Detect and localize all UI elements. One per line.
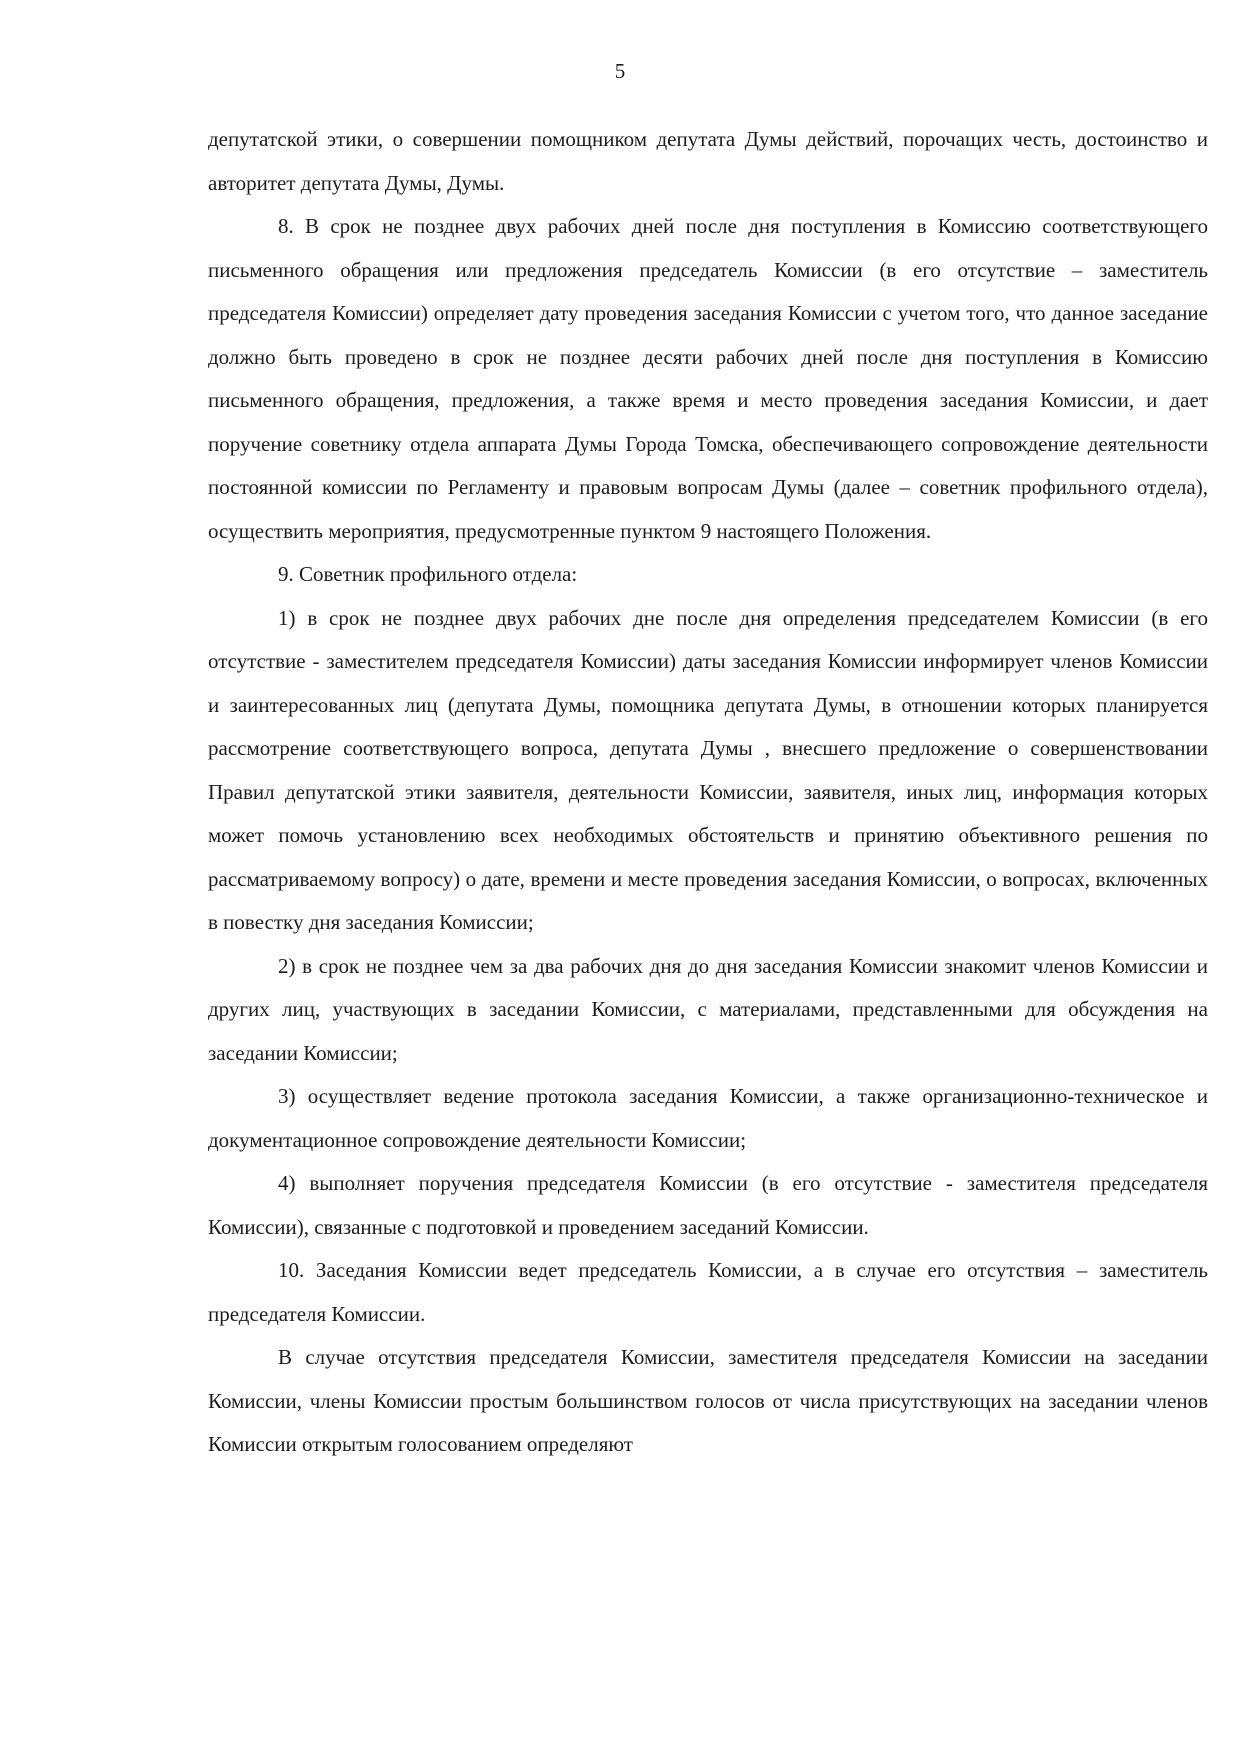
paragraph-subitem-2: 2) в срок не позднее чем за два рабочих дня до дня заседания Комиссии знакомит членов Комиссии и других лиц, участвующих в заседании Комиссии, с материалами, представленными для обсуждения на заседании Комиссии; — [208, 953, 1208, 1065]
paragraph-subitem-1: 1) в срок не позднее двух рабочих дне после дня определения председателем Комиссии (в его отсутствие - заместителем председателя Комиссии) даты заседания Комиссии информирует членов Комиссии и заинтересованных лиц (депутата Думы, помощника депутата Думы, в отношении которых планируется рассмотрение соответствующего вопроса, депутата Думы , внесшего предложение о совершенствовании Правил депутатской этики заявителя, деятельности Комиссии, заявителя, иных лиц, информация которых может помочь установлению всех необходимых обстоятельств и принятию объективного решения по рассматриваемому вопросу) о дате, времени и месте проведения заседания Комиссии, о вопросах, включенных в повестку дня заседания Комиссии; — [208, 605, 1208, 934]
paragraph-absence-rule: В случае отсутствия председателя Комиссии, заместителя председателя Комиссии на заседании Комиссии, члены Комиссии простым большинством голосов от числа присутствующих на заседании членов Комиссии открытым голосованием определяют — [208, 1345, 1208, 1456]
paragraph-continuation: депутатской этики, о совершении помощником депутата Думы действий, порочащих честь, достоинство и авторитет депутата Думы, Думы. — [208, 127, 1208, 195]
paragraph-item-10: 10. Заседания Комиссии ведет председатель Комиссии, а в случае его отсутствия – заместитель председателя Комиссии. — [208, 1258, 1208, 1326]
page-number: 5 — [614, 59, 626, 83]
document-body — [208, 118, 1208, 1467]
paragraph-subitem-4: 4) выполняет поручения председателя Комиссии (в его отсутствие - заместителя председателя Комиссии), связанные с подготовкой и проведением заседаний Комиссии. — [208, 1171, 1208, 1239]
paragraph-item-9-heading: 9. Советник профильного отдела: — [278, 562, 578, 586]
paragraph-subitem-3: 3) осуществляет ведение протокола заседания Комиссии, а также организационно-техническое и документационное сопровождение деятельности Комиссии; — [208, 1084, 1208, 1152]
paragraph-item-8: 8. В срок не позднее двух рабочих дней после дня поступления в Комиссию соответствующего письменного обращения или предложения председатель Комиссии (в его отсутствие – заместитель председателя Комиссии) определяет дату проведения заседания Комиссии с учетом того, что данное заседание должно быть проведено в срок не позднее десяти рабочих дней после дня поступления в Комиссию письменного обращения, предложения, а также время и место проведения заседания Комиссии, и дает поручение советнику отдела аппарата Думы Города Томска, обеспечивающего сопровождение деятельности постоянной комиссии по Регламенту и правовым вопросам Думы (далее – советник профильного отдела), осуществить мероприятия, предусмотренные пунктом 9 настоящего Положения. — [208, 214, 1208, 543]
